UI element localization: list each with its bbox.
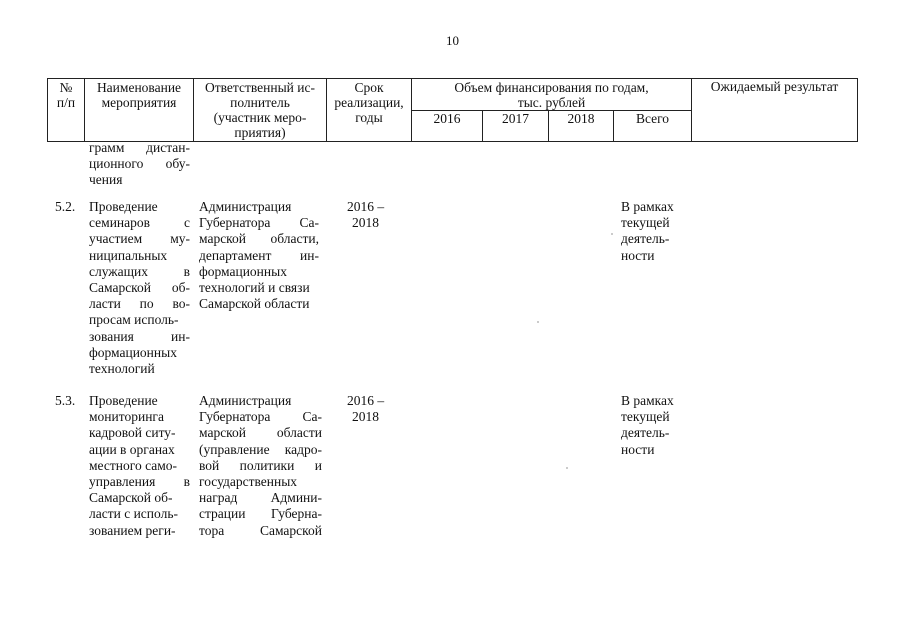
scan-speck [566, 467, 568, 469]
row-5-2-num: 5.2. [55, 199, 76, 214]
header-year-2017: 2017 [483, 111, 549, 142]
row-5-3-executor: Администрация Губернатора Са- марской области (управление кадро- вой политики и государственных наград Админи- страции Губерна- тора Самарской [199, 393, 322, 538]
row-5-2-name: Проведение семинаров с участием му- ниципальных служащих в Самарской об- ласти по во- просам исполь- зования ин- формационных технологий [89, 199, 190, 377]
continuation-text: грамм дистан- ционного обу- чения [89, 140, 190, 188]
header-funding: Объем финансирования по годам, тыс. рублей [412, 79, 692, 111]
row-5-2-result: В рамках текущей деятель- ности [621, 199, 674, 263]
row-5-3-period: 2016 – 2018 [346, 393, 385, 425]
scan-speck [611, 233, 613, 235]
header-period: Срок реализации, годы [327, 79, 412, 142]
row-5-3-name: Проведение мониторинга кадровой ситу- ации в органах местного само- управления в Самарской об- ласти с исполь- зованием реги- [89, 393, 190, 538]
header-name: Наименование мероприятия [85, 79, 194, 142]
row-5-2-period: 2016 – 2018 [346, 199, 385, 231]
header-result: Ожидаемый результат [692, 79, 858, 142]
header-total: Всего [614, 111, 692, 142]
header-executor: Ответственный ис- полнитель (участник меро- приятия) [194, 79, 327, 142]
header-year-2016: 2016 [412, 111, 483, 142]
row-5-2-executor: Администрация Губернатора Са- марской области, департамент ин- формационных технологий и связи Самарской области [199, 199, 319, 312]
page-number: 10 [446, 33, 459, 48]
row-5-3-result: В рамках текущей деятель- ности [621, 393, 674, 457]
header-num: № п/п [48, 79, 85, 142]
scan-speck [537, 321, 539, 323]
row-5-3-num: 5.3. [55, 393, 76, 408]
header-year-2018: 2018 [549, 111, 614, 142]
table-header [47, 78, 858, 142]
